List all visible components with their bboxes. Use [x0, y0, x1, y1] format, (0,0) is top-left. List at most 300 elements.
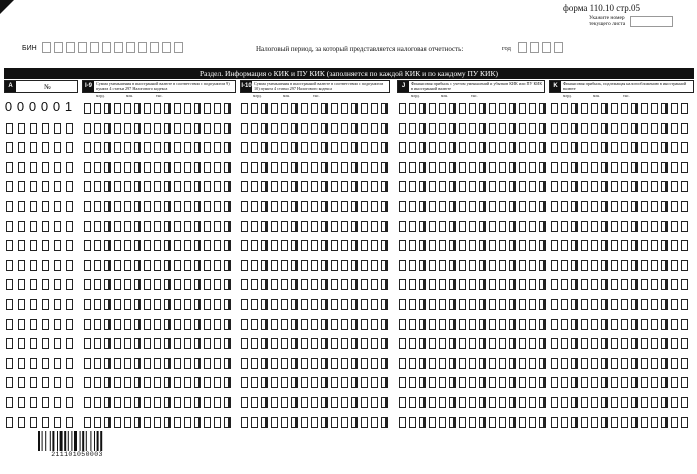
entry-cell[interactable]: [371, 162, 378, 173]
entry-cell[interactable]: [341, 201, 348, 212]
entry-cell[interactable]: [551, 377, 558, 388]
entry-cell[interactable]: [114, 338, 121, 349]
entry-cell[interactable]: [30, 397, 37, 408]
entry-cell[interactable]: [311, 123, 318, 134]
entry-cell[interactable]: [479, 240, 486, 251]
entry-cell[interactable]: [104, 260, 111, 271]
entry-cell[interactable]: [66, 338, 73, 349]
entry-cell[interactable]: [561, 162, 568, 173]
entry-cell[interactable]: [174, 142, 181, 153]
entry-cell[interactable]: [194, 279, 201, 290]
entry-cell[interactable]: [459, 221, 466, 232]
entry-cell[interactable]: [661, 201, 668, 212]
entry-cell[interactable]: [381, 358, 388, 369]
entry-cell[interactable]: [571, 279, 578, 290]
entry-cell[interactable]: [671, 319, 678, 330]
entry-cell[interactable]: [271, 142, 278, 153]
entry-cell[interactable]: [581, 397, 588, 408]
entry-cell[interactable]: [164, 181, 171, 192]
entry-cell[interactable]: [154, 338, 161, 349]
entry-cell[interactable]: [551, 181, 558, 192]
entry-cell[interactable]: [671, 123, 678, 134]
entry-cell[interactable]: [351, 358, 358, 369]
entry-cell[interactable]: [42, 279, 49, 290]
entry-cell[interactable]: [184, 260, 191, 271]
entry-cell[interactable]: [341, 358, 348, 369]
entry-cell[interactable]: [499, 181, 506, 192]
entry-cell[interactable]: [399, 299, 406, 310]
entry-cell[interactable]: [399, 338, 406, 349]
entry-cell[interactable]: [469, 279, 476, 290]
entry-cell[interactable]: [261, 279, 268, 290]
entry-cell[interactable]: [661, 358, 668, 369]
entry-cell[interactable]: [499, 397, 506, 408]
entry-cell[interactable]: [479, 221, 486, 232]
entry-cell[interactable]: [341, 142, 348, 153]
entry-cell[interactable]: [251, 221, 258, 232]
entry-cell[interactable]: [631, 142, 638, 153]
bin-digit-box[interactable]: [162, 42, 171, 53]
entry-cell[interactable]: [539, 162, 546, 173]
entry-cell[interactable]: [301, 299, 308, 310]
entry-cell[interactable]: [681, 221, 688, 232]
entry-cell[interactable]: [134, 240, 141, 251]
entry-cell[interactable]: [469, 201, 476, 212]
entry-cell[interactable]: [184, 319, 191, 330]
entry-cell[interactable]: [114, 417, 121, 428]
entry-cell[interactable]: [591, 103, 598, 114]
entry-cell[interactable]: [581, 299, 588, 310]
entry-cell[interactable]: [661, 417, 668, 428]
entry-cell[interactable]: [18, 358, 25, 369]
entry-cell[interactable]: [509, 162, 516, 173]
entry-cell[interactable]: [214, 417, 221, 428]
entry-cell[interactable]: [154, 377, 161, 388]
entry-cell[interactable]: [271, 338, 278, 349]
entry-cell[interactable]: [551, 162, 558, 173]
entry-cell[interactable]: [371, 142, 378, 153]
entry-cell[interactable]: [261, 338, 268, 349]
entry-cell[interactable]: [399, 221, 406, 232]
entry-cell[interactable]: [499, 201, 506, 212]
entry-cell[interactable]: [381, 260, 388, 271]
entry-cell[interactable]: [469, 123, 476, 134]
entry-cell[interactable]: [469, 319, 476, 330]
entry-cell[interactable]: [611, 123, 618, 134]
entry-cell[interactable]: [671, 201, 678, 212]
entry-cell[interactable]: [54, 319, 61, 330]
entry-cell[interactable]: [621, 142, 628, 153]
entry-cell[interactable]: [18, 201, 25, 212]
entry-cell[interactable]: [66, 377, 73, 388]
entry-cell[interactable]: [671, 142, 678, 153]
entry-cell[interactable]: [361, 221, 368, 232]
entry-cell[interactable]: [214, 201, 221, 212]
entry-cell[interactable]: [489, 142, 496, 153]
entry-cell[interactable]: [551, 319, 558, 330]
entry-cell[interactable]: [224, 181, 231, 192]
entry-cell[interactable]: [251, 417, 258, 428]
entry-cell[interactable]: [651, 240, 658, 251]
entry-cell[interactable]: [509, 221, 516, 232]
entry-cell[interactable]: [321, 181, 328, 192]
entry-cell[interactable]: [479, 338, 486, 349]
entry-cell[interactable]: [459, 260, 466, 271]
entry-cell[interactable]: [144, 279, 151, 290]
entry-cell[interactable]: [631, 201, 638, 212]
entry-cell[interactable]: [84, 338, 91, 349]
entry-cell[interactable]: [661, 299, 668, 310]
entry-cell[interactable]: [194, 201, 201, 212]
entry-cell[interactable]: [361, 123, 368, 134]
entry-cell[interactable]: [224, 279, 231, 290]
entry-cell[interactable]: [409, 162, 416, 173]
entry-cell[interactable]: [224, 377, 231, 388]
entry-cell[interactable]: [601, 279, 608, 290]
entry-cell[interactable]: [351, 397, 358, 408]
entry-cell[interactable]: [94, 319, 101, 330]
entry-cell[interactable]: [94, 123, 101, 134]
entry-cell[interactable]: [271, 162, 278, 173]
entry-cell[interactable]: [499, 142, 506, 153]
entry-cell[interactable]: [224, 358, 231, 369]
entry-cell[interactable]: [251, 103, 258, 114]
entry-cell[interactable]: [409, 221, 416, 232]
entry-cell[interactable]: [84, 260, 91, 271]
entry-cell[interactable]: [409, 240, 416, 251]
entry-cell[interactable]: [561, 142, 568, 153]
entry-cell[interactable]: [469, 162, 476, 173]
entry-cell[interactable]: [561, 123, 568, 134]
entry-cell[interactable]: [311, 260, 318, 271]
entry-cell[interactable]: [124, 397, 131, 408]
entry-cell[interactable]: [371, 338, 378, 349]
entry-cell[interactable]: [84, 240, 91, 251]
entry-cell[interactable]: [671, 162, 678, 173]
entry-cell[interactable]: [321, 240, 328, 251]
entry-cell[interactable]: [164, 260, 171, 271]
entry-cell[interactable]: [66, 358, 73, 369]
entry-cell[interactable]: [361, 201, 368, 212]
entry-cell[interactable]: [611, 240, 618, 251]
entry-cell[interactable]: [361, 103, 368, 114]
entry-cell[interactable]: [214, 240, 221, 251]
entry-cell[interactable]: [551, 299, 558, 310]
entry-cell[interactable]: [134, 417, 141, 428]
entry-cell[interactable]: [331, 417, 338, 428]
entry-cell[interactable]: [611, 181, 618, 192]
entry-cell[interactable]: [641, 142, 648, 153]
entry-cell[interactable]: [591, 260, 598, 271]
year-digit-box[interactable]: [530, 42, 539, 53]
entry-cell[interactable]: [591, 201, 598, 212]
entry-cell[interactable]: [114, 103, 121, 114]
entry-cell[interactable]: [539, 201, 546, 212]
entry-cell[interactable]: [261, 240, 268, 251]
entry-cell[interactable]: [214, 358, 221, 369]
entry-cell[interactable]: [371, 397, 378, 408]
entry-cell[interactable]: [429, 279, 436, 290]
entry-cell[interactable]: [271, 319, 278, 330]
entry-cell[interactable]: [281, 142, 288, 153]
entry-cell[interactable]: [641, 103, 648, 114]
entry-cell[interactable]: [581, 338, 588, 349]
entry-cell[interactable]: [551, 142, 558, 153]
year-digit-box[interactable]: [518, 42, 527, 53]
entry-cell[interactable]: [204, 103, 211, 114]
entry-cell[interactable]: [281, 181, 288, 192]
entry-cell[interactable]: [174, 162, 181, 173]
entry-cell[interactable]: [551, 358, 558, 369]
entry-cell[interactable]: [204, 162, 211, 173]
entry-cell[interactable]: [641, 397, 648, 408]
entry-cell[interactable]: [479, 358, 486, 369]
entry-cell[interactable]: [144, 397, 151, 408]
entry-cell[interactable]: [351, 201, 358, 212]
entry-cell[interactable]: [409, 201, 416, 212]
entry-cell[interactable]: [261, 377, 268, 388]
entry-cell[interactable]: [18, 417, 25, 428]
entry-cell[interactable]: [469, 142, 476, 153]
entry-cell[interactable]: [611, 358, 618, 369]
entry-cell[interactable]: [591, 123, 598, 134]
entry-cell[interactable]: [144, 338, 151, 349]
entry-cell[interactable]: [479, 162, 486, 173]
entry-cell[interactable]: [301, 162, 308, 173]
entry-cell[interactable]: [251, 397, 258, 408]
entry-cell[interactable]: [271, 103, 278, 114]
entry-cell[interactable]: [631, 397, 638, 408]
entry-cell[interactable]: [489, 358, 496, 369]
entry-cell[interactable]: [621, 123, 628, 134]
entry-cell[interactable]: [321, 201, 328, 212]
entry-cell[interactable]: [54, 417, 61, 428]
entry-cell[interactable]: [539, 123, 546, 134]
entry-cell[interactable]: [641, 338, 648, 349]
entry-cell[interactable]: [671, 221, 678, 232]
entry-cell[interactable]: [571, 142, 578, 153]
entry-cell[interactable]: [459, 417, 466, 428]
entry-cell[interactable]: [124, 221, 131, 232]
entry-cell[interactable]: [164, 338, 171, 349]
entry-cell[interactable]: [489, 181, 496, 192]
entry-cell[interactable]: [459, 123, 466, 134]
entry-cell[interactable]: [94, 417, 101, 428]
entry-cell[interactable]: [6, 279, 13, 290]
entry-cell[interactable]: [551, 260, 558, 271]
entry-cell[interactable]: [154, 417, 161, 428]
entry-cell[interactable]: [469, 221, 476, 232]
entry-cell[interactable]: [611, 260, 618, 271]
entry-cell[interactable]: [499, 417, 506, 428]
entry-cell[interactable]: [261, 181, 268, 192]
entry-cell[interactable]: [251, 162, 258, 173]
entry-cell[interactable]: [571, 162, 578, 173]
entry-cell[interactable]: [409, 181, 416, 192]
entry-cell[interactable]: [399, 240, 406, 251]
entry-cell[interactable]: [489, 299, 496, 310]
entry-cell[interactable]: [94, 181, 101, 192]
entry-cell[interactable]: [134, 338, 141, 349]
entry-cell[interactable]: [601, 181, 608, 192]
entry-cell[interactable]: [661, 338, 668, 349]
entry-cell[interactable]: [174, 299, 181, 310]
entry-cell[interactable]: [571, 417, 578, 428]
entry-cell[interactable]: [601, 338, 608, 349]
entry-cell[interactable]: [581, 260, 588, 271]
entry-cell[interactable]: [581, 221, 588, 232]
entry-cell[interactable]: [194, 181, 201, 192]
entry-cell[interactable]: [681, 279, 688, 290]
entry-cell[interactable]: [381, 319, 388, 330]
entry-cell[interactable]: [611, 103, 618, 114]
entry-cell[interactable]: [611, 142, 618, 153]
entry-cell[interactable]: [419, 319, 426, 330]
entry-cell[interactable]: [509, 417, 516, 428]
entry-cell[interactable]: [124, 142, 131, 153]
entry-cell[interactable]: [42, 260, 49, 271]
entry-cell[interactable]: [661, 260, 668, 271]
entry-cell[interactable]: [214, 397, 221, 408]
entry-cell[interactable]: [104, 417, 111, 428]
entry-cell[interactable]: [499, 377, 506, 388]
entry-cell[interactable]: [214, 123, 221, 134]
entry-cell[interactable]: [204, 397, 211, 408]
entry-cell[interactable]: [291, 319, 298, 330]
entry-cell[interactable]: [144, 417, 151, 428]
entry-cell[interactable]: [519, 201, 526, 212]
entry-cell[interactable]: [449, 260, 456, 271]
entry-cell[interactable]: [641, 358, 648, 369]
entry-cell[interactable]: [641, 181, 648, 192]
entry-cell[interactable]: [429, 319, 436, 330]
entry-cell[interactable]: [241, 417, 248, 428]
entry-cell[interactable]: [591, 162, 598, 173]
entry-cell[interactable]: [281, 123, 288, 134]
entry-cell[interactable]: [174, 260, 181, 271]
entry-cell[interactable]: [104, 358, 111, 369]
entry-cell[interactable]: [104, 279, 111, 290]
entry-cell[interactable]: [164, 377, 171, 388]
entry-cell[interactable]: [429, 123, 436, 134]
entry-cell[interactable]: [561, 397, 568, 408]
entry-cell[interactable]: [154, 260, 161, 271]
entry-cell[interactable]: [184, 181, 191, 192]
entry-cell[interactable]: [529, 338, 536, 349]
entry-cell[interactable]: [18, 319, 25, 330]
entry-cell[interactable]: [241, 181, 248, 192]
entry-cell[interactable]: [499, 299, 506, 310]
entry-cell[interactable]: [571, 338, 578, 349]
entry-cell[interactable]: [409, 103, 416, 114]
entry-cell[interactable]: [561, 358, 568, 369]
entry-cell[interactable]: [271, 240, 278, 251]
entry-cell[interactable]: [439, 142, 446, 153]
entry-cell[interactable]: [419, 299, 426, 310]
entry-cell[interactable]: [134, 397, 141, 408]
entry-cell[interactable]: [351, 377, 358, 388]
entry-cell[interactable]: [409, 319, 416, 330]
entry-cell[interactable]: [154, 221, 161, 232]
entry-cell[interactable]: [561, 181, 568, 192]
entry-cell[interactable]: [114, 181, 121, 192]
entry-cell[interactable]: [174, 338, 181, 349]
entry-cell[interactable]: [361, 299, 368, 310]
entry-cell[interactable]: [591, 358, 598, 369]
entry-cell[interactable]: [321, 397, 328, 408]
entry-cell[interactable]: [224, 142, 231, 153]
entry-cell[interactable]: [351, 338, 358, 349]
entry-cell[interactable]: [351, 279, 358, 290]
entry-cell[interactable]: [164, 417, 171, 428]
entry-cell[interactable]: [331, 397, 338, 408]
entry-cell[interactable]: [6, 201, 13, 212]
entry-cell[interactable]: [351, 240, 358, 251]
entry-cell[interactable]: [641, 260, 648, 271]
entry-cell[interactable]: [519, 299, 526, 310]
entry-cell[interactable]: [224, 240, 231, 251]
entry-cell[interactable]: [124, 338, 131, 349]
entry-cell[interactable]: [529, 358, 536, 369]
entry-cell[interactable]: [409, 279, 416, 290]
entry-cell[interactable]: [671, 260, 678, 271]
entry-cell[interactable]: [439, 299, 446, 310]
entry-cell[interactable]: [241, 201, 248, 212]
entry-cell[interactable]: [489, 397, 496, 408]
year-digit-box[interactable]: [554, 42, 563, 53]
entry-cell[interactable]: [104, 142, 111, 153]
entry-cell[interactable]: [611, 377, 618, 388]
entry-cell[interactable]: [561, 260, 568, 271]
entry-cell[interactable]: [449, 142, 456, 153]
entry-cell[interactable]: [519, 417, 526, 428]
entry-cell[interactable]: [6, 260, 13, 271]
entry-cell[interactable]: [499, 123, 506, 134]
entry-cell[interactable]: [641, 417, 648, 428]
entry-cell[interactable]: [459, 299, 466, 310]
entry-cell[interactable]: [311, 181, 318, 192]
entry-cell[interactable]: [381, 377, 388, 388]
entry-cell[interactable]: [194, 260, 201, 271]
entry-cell[interactable]: [224, 123, 231, 134]
bin-digit-box[interactable]: [174, 42, 183, 53]
entry-cell[interactable]: [601, 397, 608, 408]
entry-cell[interactable]: [509, 279, 516, 290]
entry-cell[interactable]: [281, 377, 288, 388]
entry-cell[interactable]: [84, 162, 91, 173]
entry-cell[interactable]: [621, 358, 628, 369]
entry-cell[interactable]: [184, 221, 191, 232]
entry-cell[interactable]: [241, 240, 248, 251]
entry-cell[interactable]: [399, 103, 406, 114]
entry-cell[interactable]: [381, 397, 388, 408]
entry-cell[interactable]: [661, 162, 668, 173]
entry-cell[interactable]: [124, 417, 131, 428]
entry-cell[interactable]: [54, 338, 61, 349]
entry-cell[interactable]: [301, 397, 308, 408]
entry-cell[interactable]: [94, 201, 101, 212]
entry-cell[interactable]: [631, 181, 638, 192]
entry-cell[interactable]: [174, 181, 181, 192]
entry-cell[interactable]: [214, 338, 221, 349]
entry-cell[interactable]: [479, 397, 486, 408]
entry-cell[interactable]: [459, 279, 466, 290]
entry-cell[interactable]: [429, 397, 436, 408]
entry-cell[interactable]: [66, 319, 73, 330]
entry-cell[interactable]: [631, 279, 638, 290]
entry-cell[interactable]: [519, 240, 526, 251]
entry-cell[interactable]: [439, 338, 446, 349]
